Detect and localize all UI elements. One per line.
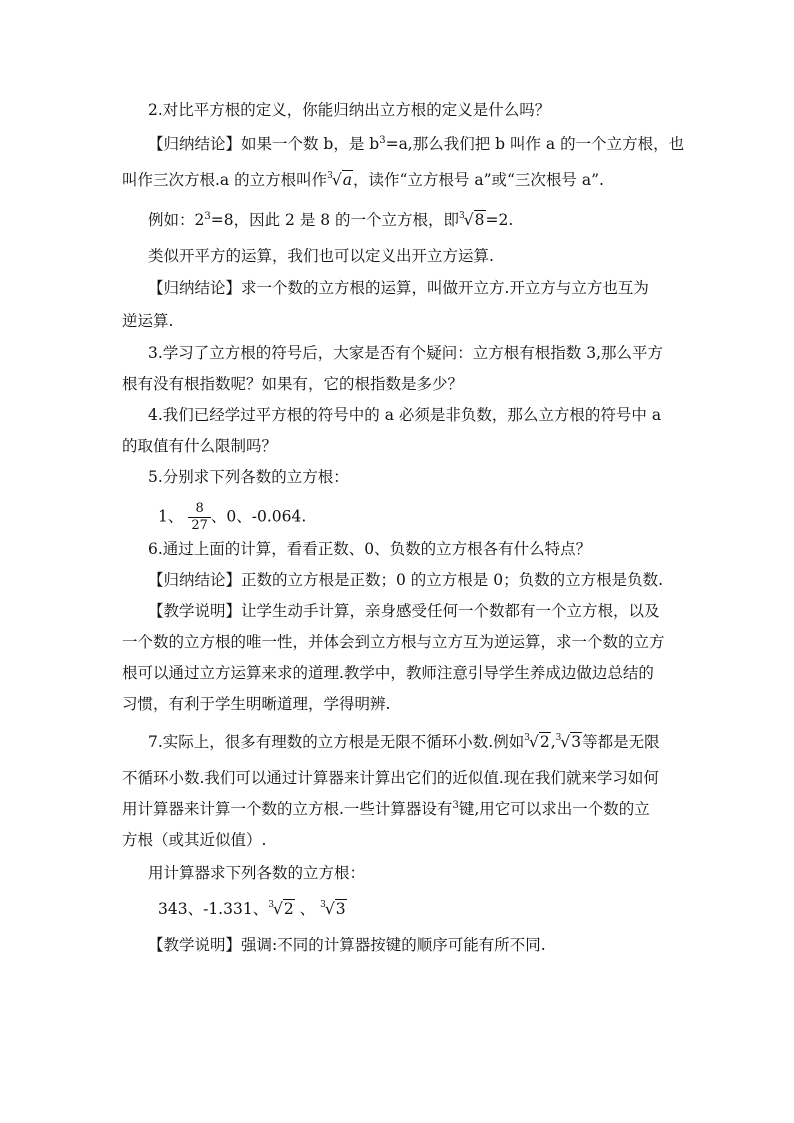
question-7-line-3: [122, 799, 650, 822]
radicand: a: [342, 171, 352, 189]
question-4-line-1: 4.我们已经学过平方根的符号中的 a 必须是非负数，那么立方根的符号中 a: [148, 406, 662, 424]
cube-root-8: $^3$√8: [459, 211, 485, 229]
example-text: =8，因此 2 是 8 的一个立方根，即: [210, 211, 460, 229]
radicand: 2: [539, 733, 550, 751]
conclusion-2-line-2: 逆运算.: [122, 312, 174, 330]
root-index: 3: [320, 900, 326, 910]
cube-root-2: $^3$√2: [268, 900, 294, 918]
cube-root-3: $^3$√3: [320, 900, 346, 918]
teaching-note-1-line-1: 【教学说明】让学生动手计算，亲身感受任何一个数都有一个立方根，以及: [148, 602, 660, 620]
list-item: 1、: [158, 507, 184, 526]
calculator-list: [158, 899, 347, 922]
definition-line-2: [122, 170, 604, 193]
root-index: 3: [459, 211, 465, 221]
root-index: 3: [268, 900, 274, 910]
question-5-list: [158, 501, 306, 534]
conclusion-3: 【归纳结论】正数的立方根是正数；0 的立方根是 0；负数的立方根是负数.: [148, 571, 664, 589]
question-7-line-1: [148, 732, 660, 755]
example-text: =2.: [485, 211, 514, 229]
definition-text: 【归纳结论】如果一个数 b，是 b: [148, 135, 380, 153]
cube-root-3: $^3$√3: [555, 733, 582, 751]
root-index: 3: [524, 733, 530, 743]
example-line: [148, 210, 513, 233]
list-item: 343、-1.331、: [158, 900, 269, 918]
exponent: 3: [379, 135, 386, 146]
exponent: 3: [204, 211, 211, 222]
teaching-note-1-line-3: 根可以通过立方运算来求的道理.教学中，教师注意引导学生养成边做边总结的: [122, 664, 654, 682]
definition-text: =a,那么我们把 b 叫作 a 的一个立方根，也: [385, 135, 685, 153]
question-7-line-4: 方根（或其近似值）.: [122, 831, 267, 849]
question-text: 7.实际上，很多有理数的立方根是无限不循环小数.例如: [148, 733, 525, 751]
cube-root-a: $^3$√a: [327, 171, 352, 189]
question-6: 6.通过上面的计算，看看正数、0、负数的立方根各有什么特点？: [148, 540, 592, 558]
radicand: 2: [283, 900, 294, 918]
question-text: 键,用它可以求出一个数的立: [458, 800, 650, 818]
root-index: 3: [555, 733, 562, 743]
fraction-denominator: 27: [191, 518, 208, 533]
separator: 、: [294, 900, 316, 918]
fraction-numerator: 8: [188, 501, 211, 518]
radicand: 3: [335, 900, 346, 918]
question-4-line-2: 的取值有什么限制吗？: [122, 437, 278, 455]
definition-text: 叫作三次方根.a 的立方根叫作: [122, 171, 328, 189]
example-text: 例如：2: [148, 211, 205, 229]
question-text: 等都是无限: [582, 733, 660, 751]
similar-line: 类似开平方的运算，我们也可以定义出开立方运算.: [148, 247, 494, 265]
conclusion-2-line-1: 【归纳结论】求一个数的立方根的运算，叫做开立方.开立方与立方也互为: [148, 279, 649, 297]
root-index: 3: [327, 171, 333, 181]
calculator-instruction: 用计算器求下列各数的立方根：: [148, 864, 366, 882]
radicand: 8: [474, 211, 485, 229]
question-2: 2.对比平方根的定义，你能归纳出立方根的定义是什么吗？: [148, 101, 551, 119]
fraction-8-27: [188, 501, 211, 534]
teaching-note-2: 【教学说明】强调:不同的计算器按键的顺序可能有所不同.: [148, 936, 546, 954]
list-item: 、0、-0.064.: [210, 507, 307, 526]
definition-text: ，读作“立方根号 a”或“三次根号 a”.: [352, 171, 604, 189]
separator: ,: [550, 733, 556, 751]
question-3-line-1: 3.学习了立方根的符号后，大家是否有个疑问：立方根有根指数 3,那么平方: [148, 344, 664, 362]
question-3-line-2: 根有没有根指数呢？如果有，它的根指数是多少？: [122, 375, 464, 393]
question-7-line-2: 不循环小数.我们可以通过计算器来计算出它们的近似值.现在我们就来学习如何: [122, 769, 659, 787]
question-text: 用计算器来计算一个数的立方根.一些计算器设有: [122, 800, 453, 818]
radicand: 3: [571, 733, 582, 751]
teaching-note-1-line-2: 一个数的立方根的唯一性，并体会到立方根与立方互为逆运算，求一个数的立方: [122, 633, 665, 651]
cube-root-2: $^3$√2: [524, 733, 550, 751]
question-5: 5.分别求下列各数的立方根：: [148, 468, 349, 486]
definition-line-1: [148, 134, 684, 157]
teaching-note-1-line-4: 习惯，有利于学生明晰道理，学得明辨.: [122, 695, 391, 713]
cube-root-key-label: 3: [452, 800, 459, 811]
